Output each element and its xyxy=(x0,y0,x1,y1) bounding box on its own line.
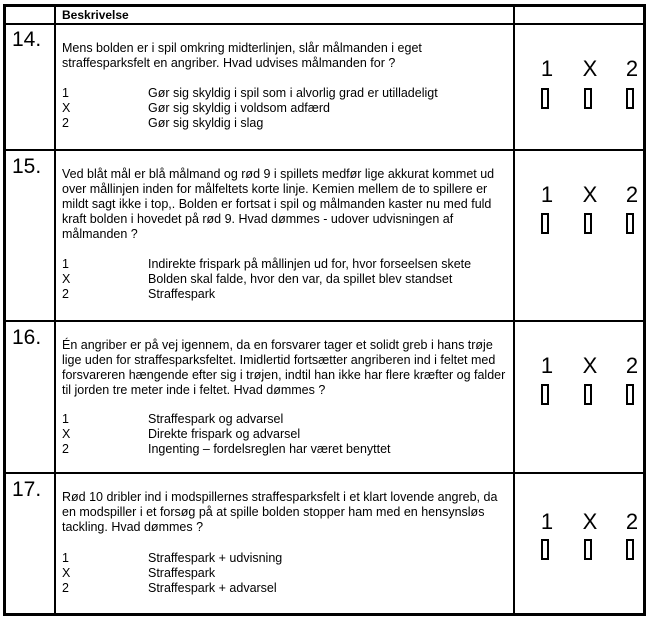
question-text: Rød 10 dribler ind i modspillernes straffesparksfelt i et klart lovende angreb, da en modspiller i et forsøg på at spille bolden stopper ham med en hensynsløs tackling. Hvad dømmes ? xyxy=(62,490,498,534)
checkbox-1[interactable] xyxy=(541,384,549,405)
checkbox-2[interactable] xyxy=(626,213,634,234)
option-2: 2 Ingenting – fordelsreglen har været benyttet xyxy=(62,442,391,456)
option-2: 2 Straffespark xyxy=(62,287,216,301)
option-1: 1 Indirekte frispark på mållinjen ud for, hvor forseelsen skete xyxy=(62,257,472,271)
answer-options xyxy=(62,551,510,596)
choice-label-2: 2 xyxy=(625,182,639,207)
choice-label-x: X xyxy=(582,509,598,534)
checkbox-1[interactable] xyxy=(541,213,549,234)
option-x: X Bolden skal falde, hvor den var, da spillet blev standset xyxy=(62,272,453,286)
row-divider xyxy=(6,149,643,151)
answer-column-divider xyxy=(513,7,515,613)
question-number: 16. xyxy=(12,326,42,349)
option-1: 1 Straffespark og advarsel xyxy=(62,412,284,426)
choice-label-1: 1 xyxy=(540,509,554,534)
answer-options xyxy=(62,86,510,131)
option-1: 1 Straffespark + udvisning xyxy=(62,551,283,565)
option-1: 1 Gør sig skyldig i spil som i alvorlig grad er utilladeligt xyxy=(62,86,438,100)
answer-options xyxy=(62,412,510,457)
question-text: Mens bolden er i spil omkring midterlinjen, slår målmanden i eget straffesparksfelt en angriber. Hvad udvises målmanden for ? xyxy=(62,41,422,70)
checkbox-1[interactable] xyxy=(541,539,549,560)
choice-label-1: 1 xyxy=(540,56,554,81)
choice-label-x: X xyxy=(582,56,598,81)
row-divider xyxy=(6,472,643,474)
choice-label-1: 1 xyxy=(540,353,554,378)
question-text: Én angriber er på vej igennem, da en forsvarer tager et solidt greb i hans trøje lige uden for straffesparksfeltet. Imidlertid fortsætter angriberen ind i feltet med forsvareren hængende efter sig i trøjen, indtil han ikke har flere kræfter og falder til jorden tre meter inde i feltet. Hvad dømmes ? xyxy=(62,338,506,397)
choice-label-x: X xyxy=(582,182,598,207)
checkbox-x[interactable] xyxy=(584,384,592,405)
question-number: 15. xyxy=(12,155,42,178)
question-number: 17. xyxy=(12,478,42,501)
option-2: 2 Straffespark + advarsel xyxy=(62,581,277,595)
header-label: Beskrivelse xyxy=(62,8,129,22)
checkbox-x[interactable] xyxy=(584,88,592,109)
option-x: X Straffespark xyxy=(62,566,216,580)
checkbox-x[interactable] xyxy=(584,213,592,234)
answer-options xyxy=(62,257,510,302)
choice-label-2: 2 xyxy=(625,353,639,378)
choice-label-1: 1 xyxy=(540,182,554,207)
checkbox-2[interactable] xyxy=(626,539,634,560)
checkbox-1[interactable] xyxy=(541,88,549,109)
option-x: X Direkte frispark og advarsel xyxy=(62,427,301,441)
quiz-sheet xyxy=(3,4,646,616)
row-divider xyxy=(6,320,643,322)
checkbox-2[interactable] xyxy=(626,384,634,405)
choice-label-x: X xyxy=(582,353,598,378)
checkbox-2[interactable] xyxy=(626,88,634,109)
option-2: 2 Gør sig skyldig i slag xyxy=(62,116,264,130)
choice-label-2: 2 xyxy=(625,509,639,534)
option-x: X Gør sig skyldig i voldsom adfærd xyxy=(62,101,331,115)
question-number: 14. xyxy=(12,28,42,51)
checkbox-x[interactable] xyxy=(584,539,592,560)
header-divider xyxy=(6,23,643,25)
question-text: Ved blåt mål er blå målmand og rød 9 i spillets medfør lige akkurat kommet ud over mållinjen inden for målfeltets korte linje. Kemien mellem de to spillere er mildt sagt ikke i top,. Bolden er fortsat i spil og målmanden kaster nu med fuld kraft bolden i hovedet på rød 9. Hvad dømmes - udover udvisningen af målmanden ? xyxy=(62,167,495,241)
choice-label-2: 2 xyxy=(625,56,639,81)
number-column-divider xyxy=(54,7,56,613)
